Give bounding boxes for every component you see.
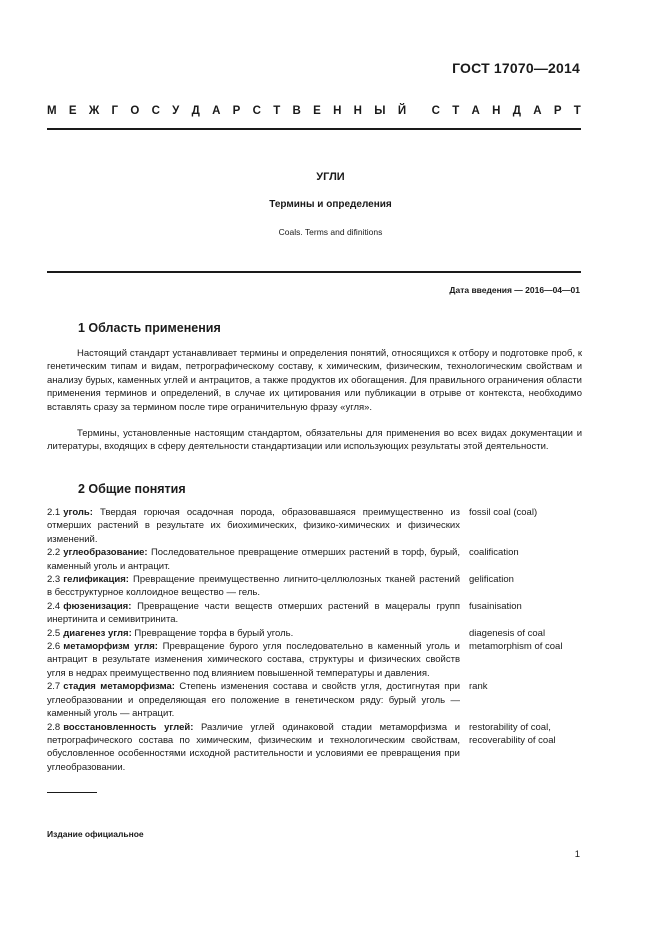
term-definition: Превращение части веществ отмерших растений в мацералы групп инертинита и семивитринита. bbox=[47, 600, 461, 626]
banner-letter: Д bbox=[191, 105, 200, 117]
term-name: диагенез угля: bbox=[63, 627, 132, 639]
section-1-paragraph-2: Термины, установленные настоящим стандартом, обязательны для применения во всех видах документации и литературы, входящих в сферу деятельности стандартизации или использующих результаты этой деятельности. bbox=[47, 428, 582, 453]
term-definition: Превращение торфа в бурый уголь. bbox=[134, 627, 294, 639]
banner-letter: Т bbox=[273, 105, 281, 117]
term-entry bbox=[47, 721, 582, 775]
term-definition: Последовательное превращение отмерших растений в торф, бурый, каменный уголь и антрацит. bbox=[47, 547, 461, 572]
term-number: 2.2 bbox=[47, 547, 61, 559]
banner-letter: С bbox=[151, 105, 160, 117]
banner-letter: Н bbox=[333, 105, 342, 117]
footer-divider bbox=[47, 792, 97, 793]
term-name: фюзенизация: bbox=[63, 600, 132, 612]
banner-word-gap bbox=[418, 105, 419, 117]
banner-letter: А bbox=[212, 105, 221, 117]
term-english-equivalent: restorability of coal, recoverability of coal bbox=[469, 721, 556, 746]
term-english-equivalent: diagenesis of coal bbox=[469, 627, 546, 639]
banner-letter: Р bbox=[232, 105, 241, 117]
english-title: Coals. Terms and difinitions bbox=[278, 227, 383, 237]
term-number: 2.1 bbox=[47, 507, 61, 518]
banner-letter: Й bbox=[397, 105, 407, 117]
introduction-date: Дата введения — 2016—04—01 bbox=[449, 285, 580, 295]
term-english-equivalent: coalification bbox=[469, 547, 519, 559]
term-number: 2.7 bbox=[47, 681, 61, 693]
term-number: 2.8 bbox=[47, 721, 61, 733]
term-english-equivalent: fossil coal (coal) bbox=[469, 507, 538, 518]
term-entry bbox=[47, 627, 582, 640]
section-1-paragraph-1: Настоящий стандарт устанавливает термины и определения понятий, относящихся к отбору и подготовке проб, к генетическим типам и видам, петрографическому составу, к химическим, физическим, технологическим свойствам и анализу бурых, каменных углей и антрацитов, а также продуктов их обогащения. Для правильного ограничения области применения терминов и определений, в случае их цитирования или публикации в отрыве от контекста, необходимо вставлять сразу за термином после тире ограничительную фразу «угля». bbox=[47, 348, 582, 413]
term-english-equivalent: rank bbox=[469, 681, 488, 693]
banner-letter: М bbox=[47, 105, 57, 117]
term-english-equivalent: fusainisation bbox=[469, 600, 522, 612]
document-code: ГОСТ 17070—2014 bbox=[452, 60, 580, 76]
banner-letter: Д bbox=[512, 105, 521, 117]
term-entry bbox=[47, 680, 582, 720]
term-definition: Степень изменения состава и свойств угля, достигнутая при углеобразовании и определяющая его положение в генетическом ряду: бурый уголь — каменный уголь — антрацит. bbox=[47, 681, 461, 720]
banner-letter: Т bbox=[452, 105, 460, 117]
banner-letter: Е bbox=[313, 105, 321, 117]
banner-letter: Г bbox=[111, 105, 119, 117]
header-divider bbox=[47, 128, 581, 130]
term-entry bbox=[47, 506, 582, 546]
term-entry bbox=[47, 600, 582, 627]
banner-letter: Н bbox=[353, 105, 362, 117]
term-name: углеобразование: bbox=[63, 547, 148, 559]
term-definition: Превращение бурого угля последовательно в каменный уголь и антрацит в результате изменения химического состава, структуры и физических свойств угля в недрах преимущественно под влиянием повышенной температуры и давления. bbox=[47, 641, 460, 679]
title-divider bbox=[47, 271, 581, 273]
term-name: стадия метаморфизма: bbox=[63, 681, 175, 693]
banner-letter: О bbox=[130, 105, 140, 117]
page-number: 1 bbox=[574, 849, 580, 860]
term-number: 2.3 bbox=[47, 574, 61, 586]
banner-letter: С bbox=[252, 105, 261, 117]
term-definition: Превращение преимущественно лигнито-целлюлозных тканей растений в бесструктурное коллоидное вещество — гель. bbox=[47, 574, 461, 599]
term-definition: Различие углей одинаковой стадии метаморфизма и петрографического состава по химическим, физическим и технологическим свойствам, обусловленное особенностями исходной растительности и условиями ее превращения при углеобразовании. bbox=[47, 721, 460, 773]
edition-label: Издание официальное bbox=[47, 829, 144, 839]
interstate-standard-banner bbox=[47, 105, 581, 117]
term-entry bbox=[47, 640, 582, 680]
term-name: восстановленность углей: bbox=[63, 721, 194, 733]
banner-letter: Р bbox=[553, 105, 562, 117]
term-number: 2.5 bbox=[47, 627, 61, 639]
term-definition-block bbox=[47, 627, 460, 640]
banner-letter: С bbox=[431, 105, 440, 117]
term-definition-block bbox=[47, 680, 460, 720]
term-number: 2.4 bbox=[47, 600, 61, 612]
term-definition: Твердая горючая осадочная порода, образовавшаяся преимущественно из отмерших растений в результате их биохимических, физико-химических и физических изменений. bbox=[47, 507, 460, 545]
document-subtitle: Термины и определения bbox=[269, 199, 392, 210]
banner-letter: Ы bbox=[374, 105, 386, 117]
term-name: метаморфизм угля: bbox=[63, 641, 158, 653]
term-name: гелификация: bbox=[63, 574, 129, 586]
section-2-heading: 2 Общие понятия bbox=[78, 482, 186, 496]
banner-letter: У bbox=[172, 105, 180, 117]
banner-letter: Ж bbox=[88, 105, 100, 117]
banner-letter: Н bbox=[492, 105, 501, 117]
terms-list bbox=[47, 506, 582, 774]
term-definition-block bbox=[47, 573, 460, 600]
banner-letter: Т bbox=[573, 105, 581, 117]
banner-letter: Е bbox=[68, 105, 77, 117]
term-definition-block bbox=[47, 506, 460, 546]
banner-letter: В bbox=[292, 105, 301, 117]
term-number: 2.6 bbox=[47, 641, 61, 653]
banner-letter: А bbox=[471, 105, 480, 117]
document-title: УГЛИ bbox=[316, 171, 345, 183]
section-1-heading: 1 Область применения bbox=[78, 321, 221, 335]
term-name: уголь: bbox=[63, 507, 93, 518]
banner-letter: А bbox=[533, 105, 542, 117]
term-definition-block bbox=[47, 721, 460, 775]
term-entry bbox=[47, 546, 582, 573]
term-entry bbox=[47, 573, 582, 600]
term-definition-block bbox=[47, 600, 460, 627]
term-english-equivalent: metamorphism of coal bbox=[469, 641, 563, 653]
term-definition-block bbox=[47, 546, 460, 573]
term-english-equivalent: gelification bbox=[469, 574, 514, 586]
term-definition-block bbox=[47, 640, 460, 680]
